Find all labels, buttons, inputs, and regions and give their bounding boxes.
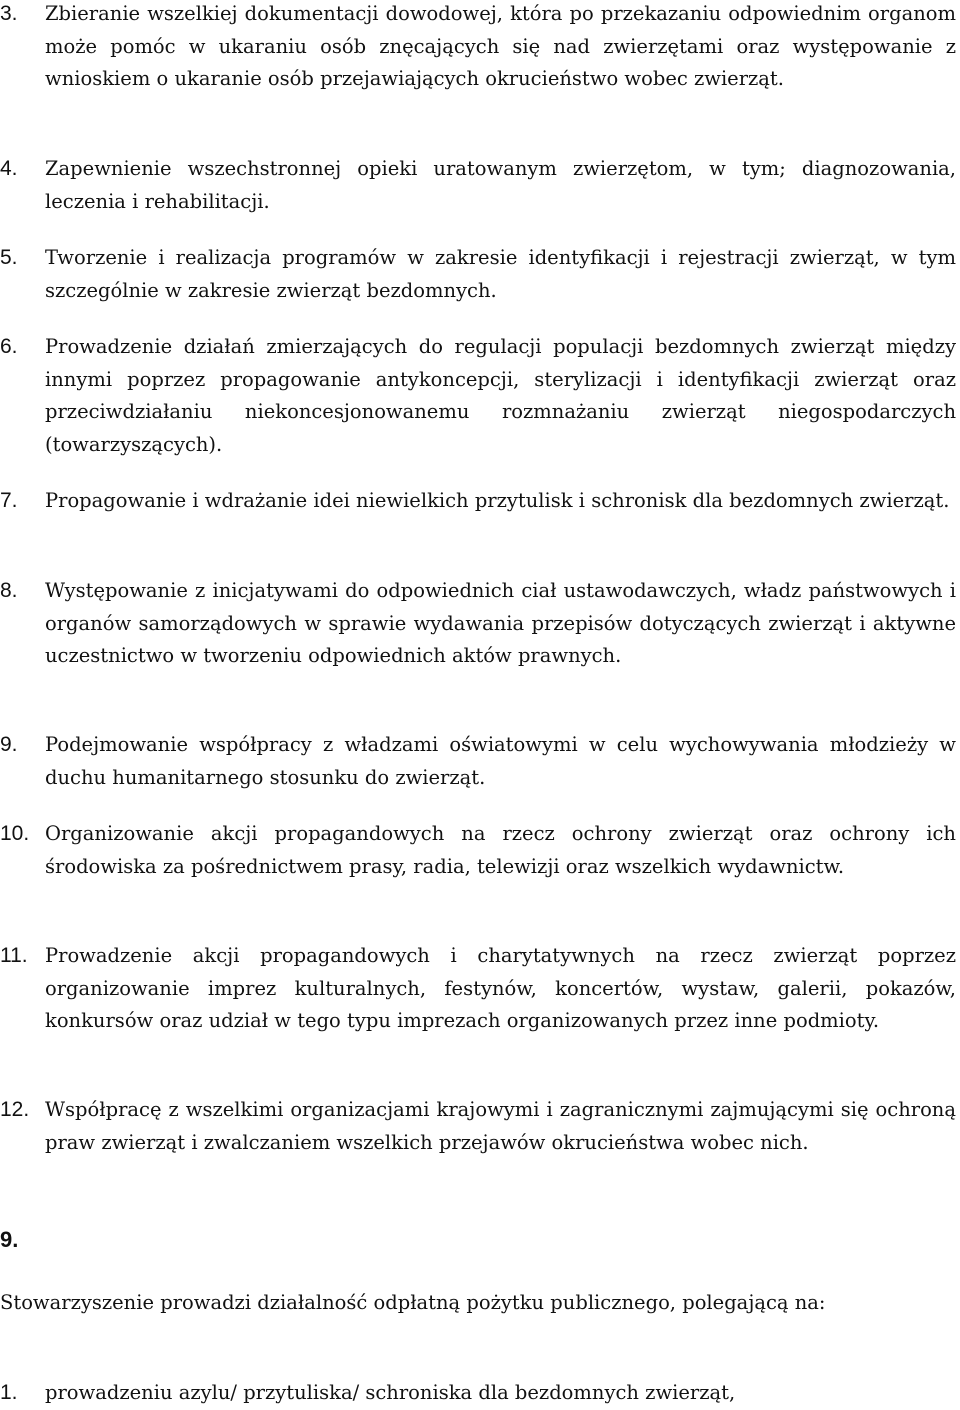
section-number-heading: 9. xyxy=(0,1227,19,1252)
item-number: 9. xyxy=(0,733,18,756)
list-item xyxy=(0,940,956,1038)
item-number: 11. xyxy=(0,944,28,967)
item-text: Występowanie z inicjatywami do odpowiednich ciał ustawodawczych, władz państwowych i organów samorządowych w sprawie wydawania przepisów dotyczących zwierząt i aktywne uczestnictwo w tworzeniu odpowiednich aktów prawnych. xyxy=(45,579,956,667)
item-text: Prowadzenie działań zmierzających do regulacji populacji bezdomnych zwierząt między innymi poprzez propagowanie antykoncepcji, sterylizacji i identyfikacji zwierząt oraz przeciwdziałaniu niekoncesjonowanemu rozmnażaniu zwierząt niegospodarczych (towarzyszących). xyxy=(45,335,956,456)
item-number: 1. xyxy=(0,1381,18,1404)
item-text: Prowadzenie akcji propagandowych i charytatywnych na rzecz zwierząt poprzez organizowanie imprez kulturalnych, festynów, koncertów, wystaw, galerii, pokazów, konkursów oraz udział w tego typu imprezach organizowanych przez inne podmioty. xyxy=(45,944,956,1032)
item-text: prowadzeniu azylu/ przytuliska/ schroniska dla bezdomnych zwierząt, xyxy=(45,1381,736,1404)
item-number: 3. xyxy=(0,2,18,25)
item-text: Zapewnienie wszechstronnej opieki uratowanym zwierzętom, w tym; diagnozowania, leczenia i rehabilitacji. xyxy=(45,157,956,213)
item-text: Propagowanie i wdrażanie idei niewielkich przytulisk i schronisk dla bezdomnych zwierząt. xyxy=(45,489,950,512)
item-number: 7. xyxy=(0,489,18,512)
item-text: Tworzenie i realizacja programów w zakresie identyfikacji i rejestracji zwierząt, w tym szczególnie w zakresie zwierząt bezdomnych. xyxy=(45,246,956,302)
item-number: 5. xyxy=(0,246,18,269)
item-number: 4. xyxy=(0,157,18,180)
item-text: Współpracę z wszelkimi organizacjami krajowymi i zagranicznymi zajmującymi się ochroną praw zwierząt i zwalczaniem wszelkich przejawów okrucieństwa wobec nich. xyxy=(45,1098,956,1154)
section-intro-text: Stowarzyszenie prowadzi działalność odpłatną pożytku publicznego, polegającą na: xyxy=(0,1291,826,1314)
list-item xyxy=(0,1094,956,1159)
list-item xyxy=(0,0,956,96)
item-text: Zbieranie wszelkiej dokumentacji dowodowej, która po przekazaniu odpowiednim organom może pomóc w ukaraniu osób znęcających się nad zwierzętami oraz występowanie z wnioskiem o ukaranie osób przejawiających okrucieństwo wobec zwierząt. xyxy=(45,2,956,90)
list-item xyxy=(0,818,956,883)
item-text: Organizowanie akcji propagandowych na rzecz ochrony zwierząt oraz ochrony ich środowiska za pośrednictwem prasy, radia, telewizji oraz wszelkich wydawnictw. xyxy=(45,822,956,878)
list-item xyxy=(0,242,956,307)
list-item xyxy=(0,575,956,673)
item-number: 10. xyxy=(0,822,30,845)
item-number: 12. xyxy=(0,1098,30,1121)
list-item xyxy=(0,729,956,794)
list-item xyxy=(0,485,956,518)
item-text: Podejmowanie współpracy z władzami oświatowymi w celu wychowywania młodzieży w duchu humanitarnego stosunku do zwierząt. xyxy=(45,733,956,789)
item-number: 8. xyxy=(0,579,18,602)
item-number: 6. xyxy=(0,335,18,358)
list-item xyxy=(0,153,956,218)
sub-list-item xyxy=(0,1377,956,1410)
list-item xyxy=(0,331,956,461)
